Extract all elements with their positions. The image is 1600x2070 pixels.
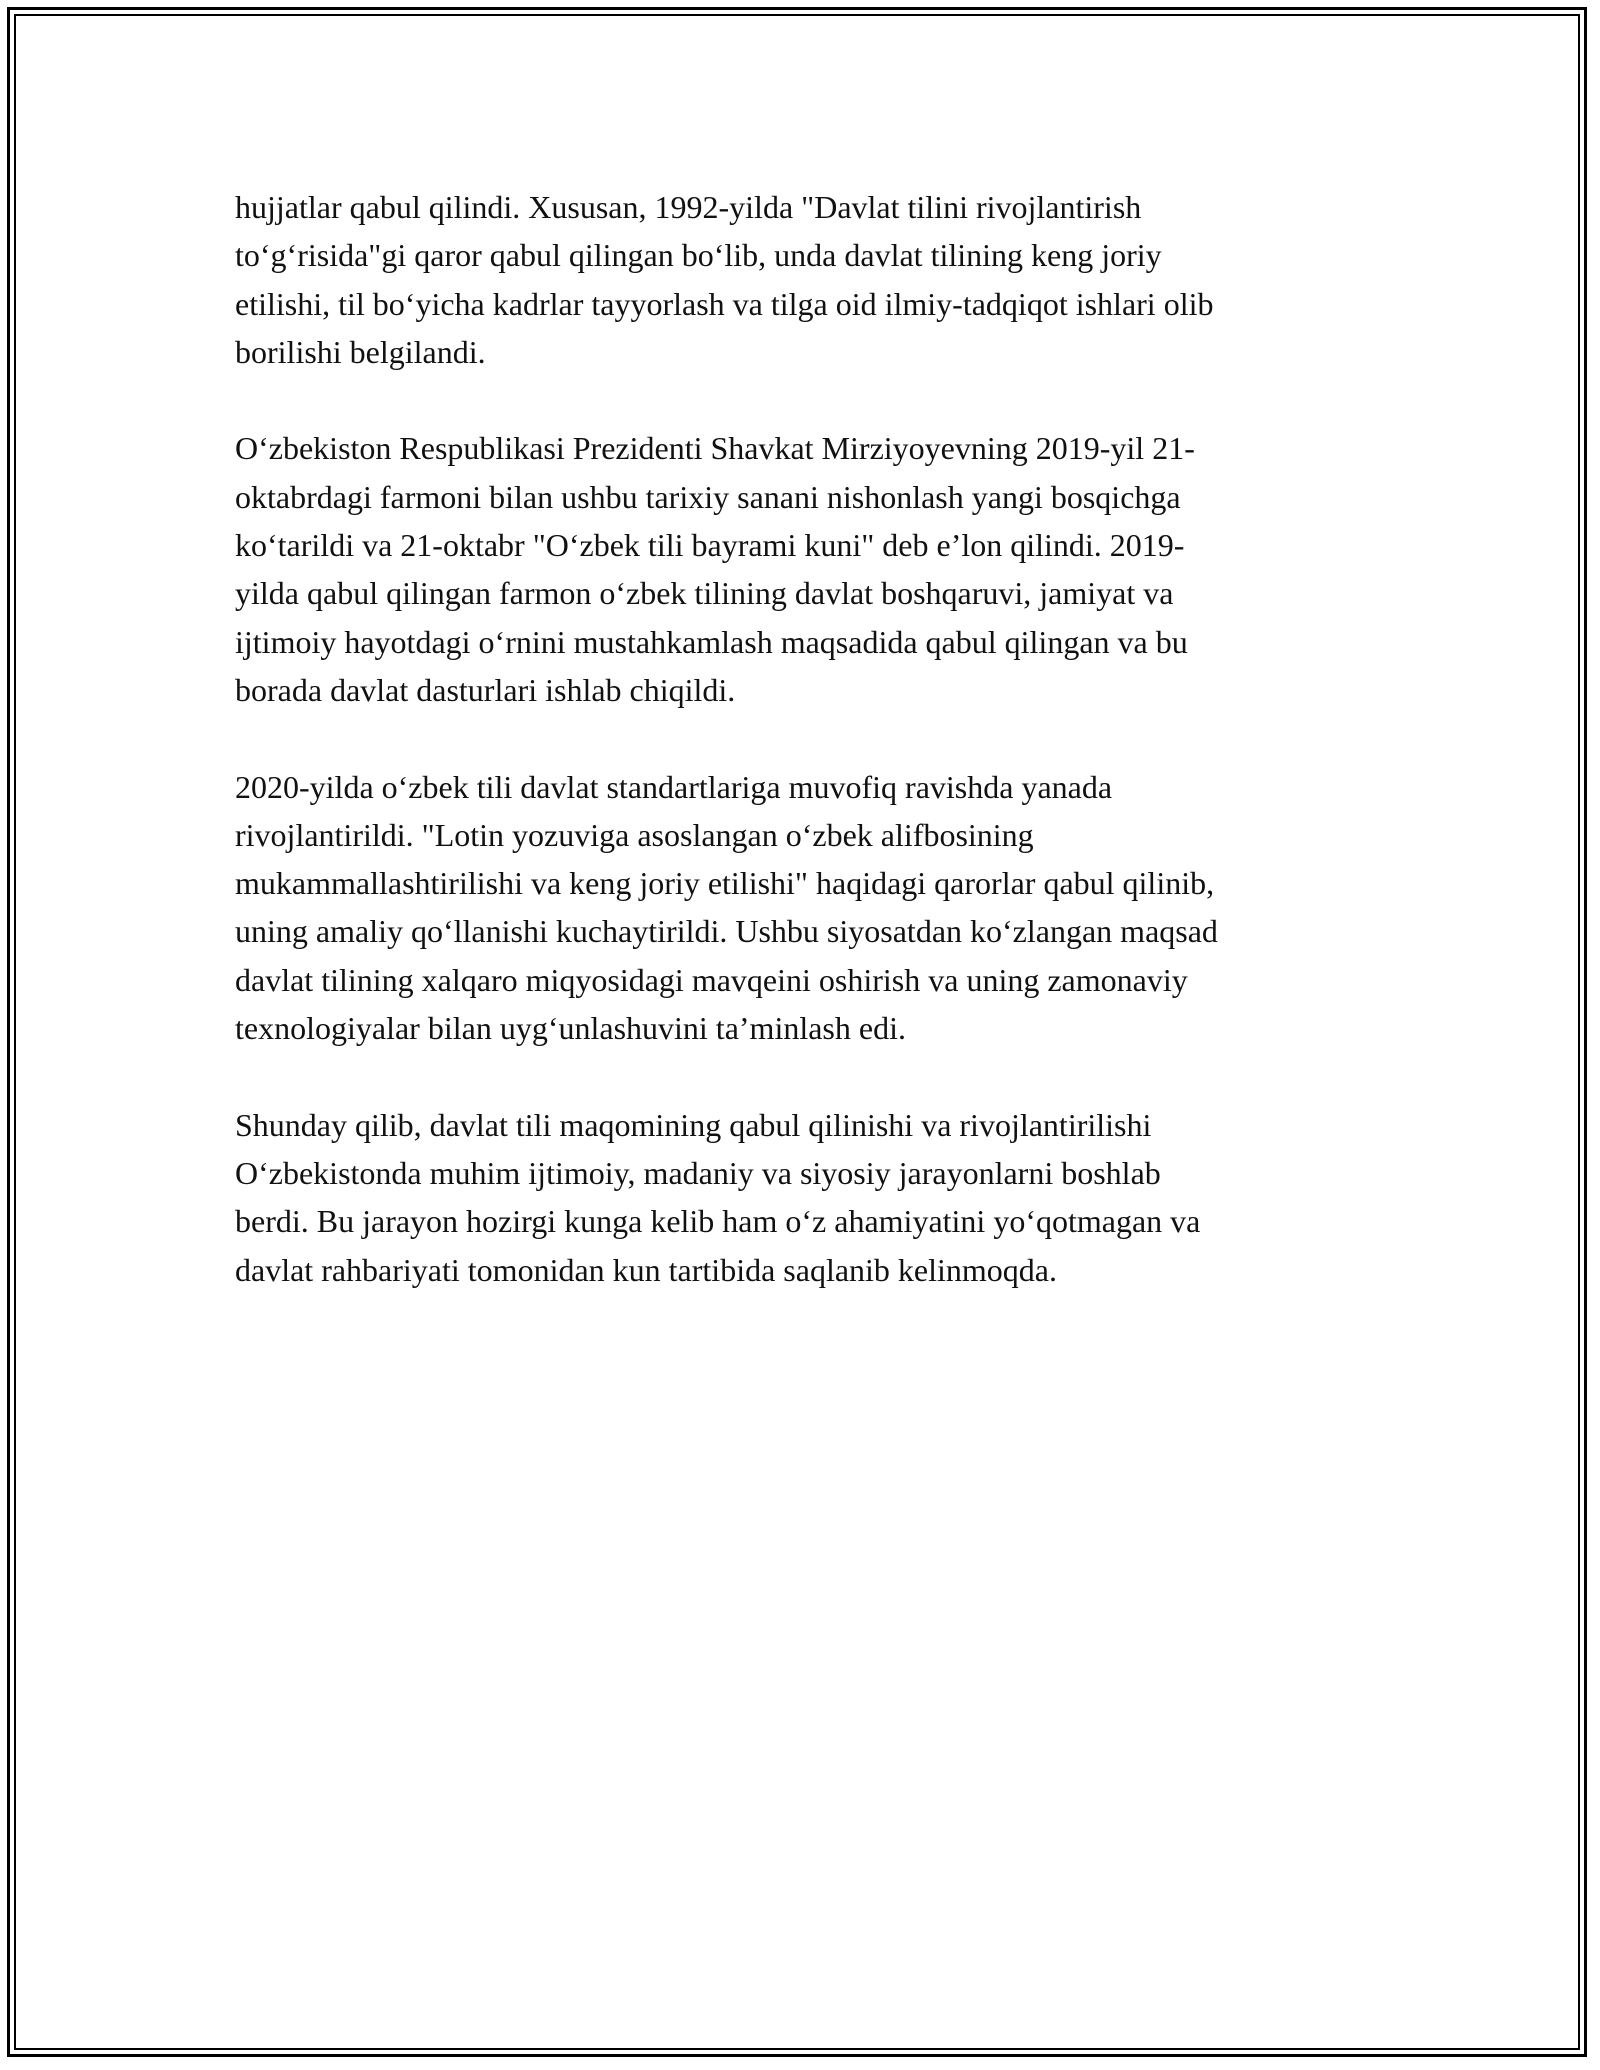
text-line: rivojlantirildi. "Lotin yozuviga asoslangan o‘zbek alifbosining <box>235 816 1034 853</box>
text-line: davlat rahbariyati tomonidan kun tartibida saqlanib kelinmoqda. <box>235 1251 1057 1288</box>
text-line: davlat tilining xalqaro miqyosidagi mavqeini oshirish va uning zamonaviy <box>235 961 1188 998</box>
paragraph-3 <box>235 763 1365 1053</box>
text-line: ko‘tarildi va 21-oktabr "O‘zbek tili bayrami kuni" deb e’lon qilindi. 2019- <box>235 527 1185 564</box>
text-line: borilishi belgilandi. <box>235 333 486 370</box>
text-line: yilda qabul qilingan farmon o‘zbek tilining davlat boshqaruvi, jamiyat va <box>235 575 1174 612</box>
document-body <box>235 183 1365 1342</box>
text-line: mukammallashtirilishi va keng joriy etilishi" haqidagi qarorlar qabul qilinib, <box>235 865 1215 902</box>
text-line: hujjatlar qabul qilindi. Xususan, 1992-yilda "Davlat tilini rivojlantirish <box>235 189 1142 225</box>
text-line: etilishi, til bo‘yicha kadrlar tayyorlash va tilga oid ilmiy-tadqiqot ishlari olib <box>235 285 1214 322</box>
text-line: oktabrdagi farmoni bilan ushbu tarixiy sanani nishonlash yangi bosqichga <box>235 478 1181 515</box>
text-line: to‘g‘risida"gi qaror qabul qilingan bo‘lib, unda davlat tilining keng joriy <box>235 237 1162 274</box>
paragraph-1 <box>235 183 1365 376</box>
text-line: berdi. Bu jarayon hozirgi kunga kelib ham o‘z ahamiyatini yo‘qotmagan va <box>235 1203 1201 1240</box>
text-line: O‘zbekiston Respublikasi Prezidenti Shavkat Mirziyoyevning 2019-yil 21- <box>235 430 1195 467</box>
text-line: ijtimoiy hayotdagi o‘rnini mustahkamlash maqsadida qabul qilingan va bu <box>235 623 1188 660</box>
paragraph-4 <box>235 1101 1365 1294</box>
text-line: texnologiyalar bilan uyg‘unlashuvini ta’minlash edi. <box>235 1010 906 1047</box>
text-line: O‘zbekistonda muhim ijtimoiy, madaniy va siyosiy jarayonlarni boshlab <box>235 1154 1161 1191</box>
text-line: borada davlat dasturlari ishlab chiqildi. <box>235 671 736 708</box>
text-line: uning amaliy qo‘llanishi kuchaytirildi. Ushbu siyosatdan ko‘zlangan maqsad <box>235 913 1218 950</box>
text-line: Shunday qilib, davlat tili maqomining qabul qilinishi va rivojlantirilishi <box>235 1106 1152 1143</box>
paragraph-2 <box>235 424 1365 714</box>
text-line: 2020-yilda o‘zbek tili davlat standartlariga muvofiq ravishda yanada <box>235 768 1113 805</box>
